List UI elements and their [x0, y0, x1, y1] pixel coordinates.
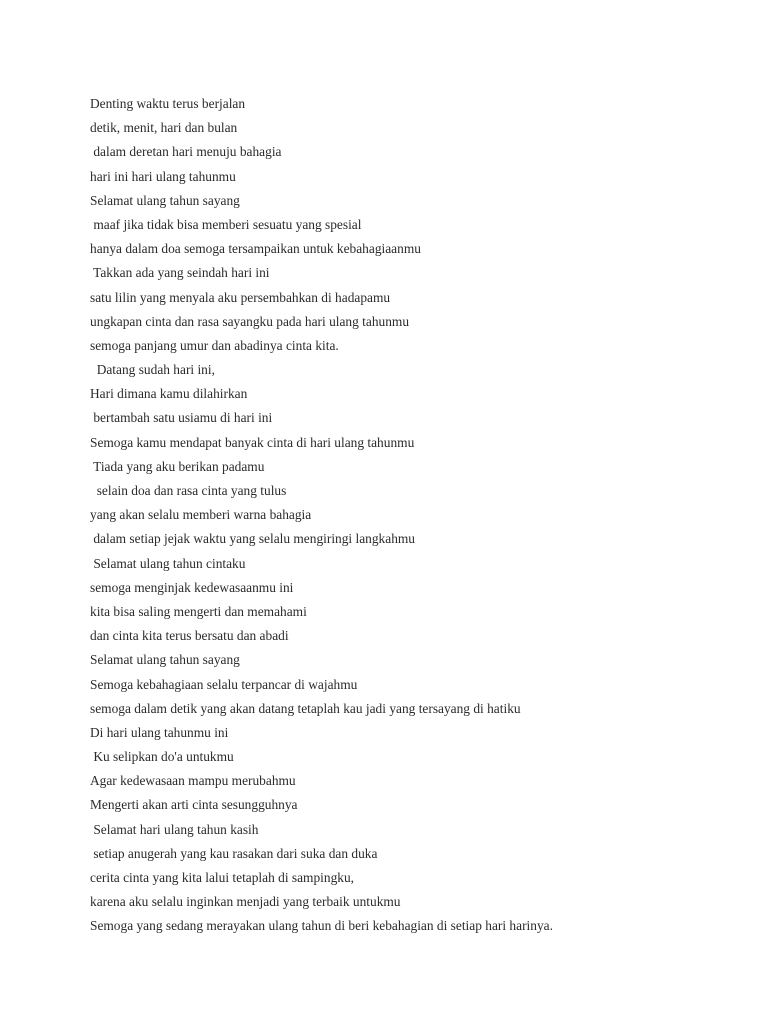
poem-line: detik, menit, hari dan bulan	[90, 120, 238, 136]
poem-line: yang akan selalu memberi warna bahagia	[90, 507, 312, 523]
poem-line: ungkapan cinta dan rasa sayangku pada hari ulang tahunmu	[90, 313, 410, 329]
poem-line: Denting waktu terus berjalan	[90, 96, 246, 111]
poem-text	[90, 94, 730, 941]
poem-line: satu lilin yang menyala aku persembahkan di hadapamu	[90, 289, 391, 305]
poem-line: Selamat hari ulang tahun kasih	[90, 821, 259, 837]
poem-line: Tiada yang aku berikan padamu	[90, 458, 265, 474]
poem-line: kita bisa saling mengerti dan memahami	[90, 603, 307, 619]
poem-line: Selamat ulang tahun sayang	[90, 652, 240, 668]
poem-line: cerita cinta yang kita lalui tetaplah di sampingku,	[90, 870, 355, 885]
poem-line: Selamat ulang tahun sayang	[90, 192, 240, 208]
poem-line: dalam setiap jejak waktu yang selalu mengiringi langkahmu	[90, 531, 416, 547]
poem-line: maaf jika tidak bisa memberi sesuatu yang spesial	[90, 216, 362, 232]
poem-line: Agar kedewasaan mampu merubahmu	[90, 773, 296, 789]
poem-line: Datang sudah hari ini,	[90, 362, 215, 378]
poem-line: Semoga yang sedang merayakan ulang tahun di beri kebahagian di setiap hari harinya.	[90, 918, 553, 934]
poem-line: Ku selipkan do'a untukmu	[90, 749, 234, 765]
poem-line: semoga menginjak kedewasaanmu ini	[90, 579, 294, 595]
poem-line: semoga dalam detik yang akan datang tetaplah kau jadi yang tersayang di hatiku	[90, 700, 521, 716]
poem-line: dan cinta kita terus bersatu dan abadi	[90, 628, 289, 644]
poem-line: Semoga kebahagiaan selalu terpancar di wajahmu	[90, 676, 358, 692]
poem-line: setiap anugerah yang kau rasakan dari suka dan duka	[90, 845, 378, 861]
poem-line: Di hari ulang tahunmu ini	[90, 724, 229, 740]
poem-line: hari ini hari ulang tahunmu	[90, 168, 236, 184]
poem-line: Takkan ada yang seindah hari ini	[90, 265, 270, 281]
poem-line: hanya dalam doa semoga tersampaikan untuk kebahagiaanmu	[90, 241, 421, 257]
poem-line: Selamat ulang tahun cintaku	[90, 555, 246, 571]
poem-line: Hari dimana kamu dilahirkan	[90, 386, 248, 402]
poem-line: Semoga kamu mendapat banyak cinta di hari ulang tahunmu	[90, 434, 415, 450]
poem-line: bertambah satu usiamu di hari ini	[90, 410, 273, 426]
poem-line: selain doa dan rasa cinta yang tulus	[90, 483, 287, 498]
poem-line: semoga panjang umur dan abadinya cinta kita.	[90, 337, 339, 353]
poem-line: Mengerti akan arti cinta sesungguhnya	[90, 797, 298, 813]
poem-line: dalam deretan hari menuju bahagia	[90, 144, 282, 160]
poem-line: karena aku selalu inginkan menjadi yang terbaik untukmu	[90, 894, 401, 910]
